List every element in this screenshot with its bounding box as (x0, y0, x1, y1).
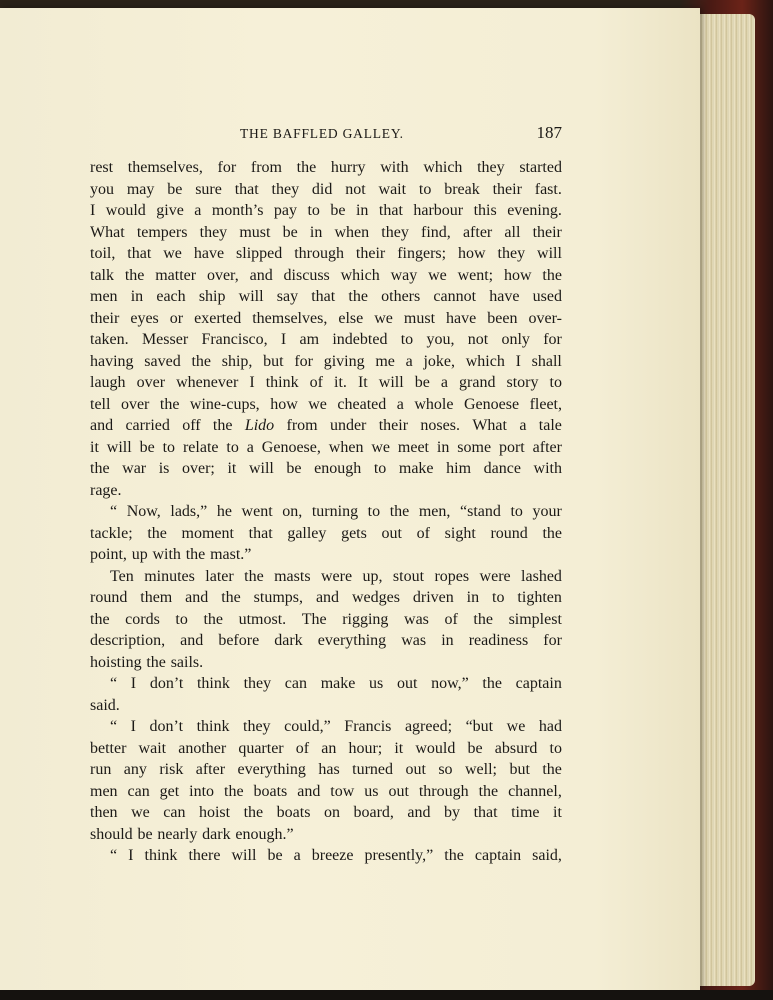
text-line: rage. (90, 481, 122, 499)
text-line: “ I don’t think they can make us out now,” the captain (110, 675, 562, 692)
text-line: tackle; the moment that galley gets out of sight round the (90, 524, 562, 542)
bottom-shadow (0, 990, 773, 1000)
text-line: you may be sure that they did not wait to break their fast. (90, 180, 562, 198)
text-line: round them and the stumps, and wedges driven in to tighten (90, 589, 562, 606)
text-line: “ I don’t think they could,” Francis agreed; “but we had (110, 718, 562, 735)
running-title: THE BAFFLED GALLEY. (240, 126, 404, 141)
text-line: I would give a month’s pay to be in that harbour this evening. (90, 202, 562, 219)
text-line: description, and before dark everything was in readiness for (90, 632, 562, 649)
page-header (90, 124, 562, 146)
text-line: hoisting the sails. (90, 653, 204, 671)
text-line: should be nearly dark enough.” (90, 825, 294, 843)
text-line: What tempers they must be in when they find, after all their (90, 223, 562, 241)
text-line: then we can hoist the boats on board, and by that time it (90, 804, 562, 821)
text-line: talk the matter over, and discuss which way we went; how the (90, 266, 562, 284)
text-line: toil, that we have slipped through their fingers; how they will (90, 245, 562, 262)
text-line: their eyes or exerted themselves, else we must have been over- (90, 309, 562, 327)
text-line: said. (90, 696, 120, 714)
text-line: it will be to relate to a Genoese, when we meet in some port after (90, 438, 562, 456)
text-line: the war is over; it will be enough to make him dance with (90, 460, 562, 477)
text-line: having saved the ship, but for giving me a joke, which I shall (90, 352, 562, 370)
text-line: tell over the wine-cups, how we cheated a whole Genoese fleet, (90, 395, 562, 413)
text-line: “ Now, lads,” he went on, turning to the men, “stand to your (110, 503, 562, 520)
text-line: laugh over whenever I think of it. It will be a grand story to (90, 374, 562, 391)
text-line: run any risk after everything has turned out so well; but the (90, 761, 562, 778)
text-line: and carried off the Lido from under their noses. What a tale (90, 417, 562, 434)
text-line: better wait another quarter of an hour; it would be absurd to (90, 739, 562, 757)
text-line: men in each ship will say that the others cannot have used (90, 288, 562, 305)
text-line: Ten minutes later the masts were up, stout ropes were lashed (110, 567, 562, 585)
book-page (0, 8, 700, 992)
page-edges (693, 14, 755, 986)
body-text (90, 157, 562, 867)
text-line: taken. Messer Francisco, I am indebted to you, not only for (90, 331, 562, 348)
text-line: the cords to the utmost. The rigging was of the simplest (90, 610, 562, 628)
text-line: men can get into the boats and tow us out through the channel, (90, 782, 562, 800)
page-number: 187 (536, 123, 562, 142)
text-line: “ I think there will be a breeze presently,” the captain said, (110, 847, 562, 864)
text-line: point, up with the mast.” (90, 546, 252, 563)
text-line: rest themselves, for from the hurry with which they started (90, 159, 562, 176)
